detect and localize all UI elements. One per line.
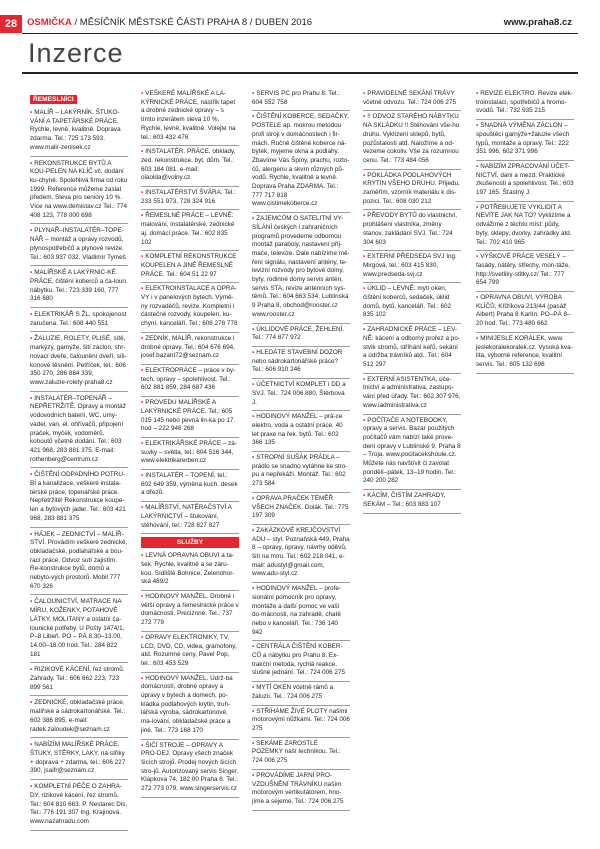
ad-text: POČÍTAČE A NOTEBOOKY, opravy a servis. Bazar použitých počítačů vám nabízí také prove-dení opravy v Lublinské 9, Praha 8 – Troja. www.pocitacekshoule.cz. Můžete nás navštívit či zavolat pondělí–pátek, 13–19 hodin. Tel.: 240 200 282: [363, 416, 461, 485]
ad-text: MALÍŘSTVÍ, NATĚRAČSTVÍ A LAKÝRNICTVÍ – štukování, stěhování, tel.: 728 827 827: [141, 504, 232, 529]
classified-ad: [141, 438, 239, 470]
ad-bullet-icon: ▪: [30, 335, 33, 343]
classified-ad: [141, 365, 239, 397]
classified-ad: [141, 591, 239, 632]
ad-text: !! ODVOZ STARÉHO NÁBYTKU NA SKLÁDKU !! Stěhování vše-ho druhu. Vyklízení sklepů, bytů, pozůstalostí atd. Naložíme a od-vezeme cokoliv. Vše za rozumnou cenu. Tel.: 773 484 056: [363, 113, 460, 164]
classified-ad: [30, 106, 128, 157]
magazine-title: [27, 17, 312, 28]
classified-ad: [252, 88, 350, 111]
classified-ad: [141, 283, 239, 333]
classified-ad: [141, 470, 239, 502]
ad-text: POTŘEBUJETE VYKLIDIT A NEVÍTE JAK NA TO? Vyklizíme a odvážíme z těchto míst: půdy, byty, sklepy, dvorky, zahrádky atd. Tel.: 702 410 965: [476, 203, 572, 246]
ad-bullet-icon: ▪: [476, 294, 479, 302]
classified-ad: [141, 397, 239, 438]
ad-text: MALÍŘ – LAKÝRNÍK. ŠTUKO-VÁNÍ A TAPETÁRSKÉ PRÁCE. Rychle, levně, kvalitně. Doprava zdarma. Tel.: 725 173 593. www.malir-zenisek.cz: [30, 109, 121, 151]
ad-text: PROVEDU MALÍŘSKÉ A LAKÝRNICKÉ PRÁCE. Tel.: 605 015 145 nebo pevná lin-ka po 17. hod – 222 946 268: [141, 399, 236, 433]
ad-bullet-icon: ▪: [363, 171, 366, 179]
classified-ad: [476, 161, 574, 202]
classified-ad: [141, 187, 239, 210]
ad-text: ČALOUNICTVÍ, MATRACE NA MÍRU, KOŽENKY, POTAHOVÉ LÁTKY, MOLITANY a ostatní ča-lounické potřeby. U Pošty 1474/1, P–8 Libeň. PO – PÁ 8.30–13.00, 14.00–18.00 hod. Tel.: 284 822 181: [30, 598, 125, 658]
ad-text: LEVNÁ OPRAVNA OBUVI a ta-šek. Rychle, kvalitně a se záru-kou. Sídliště Bohnice, Zelenohor-ská 489/2: [141, 552, 235, 586]
site-url[interactable]: www.praha8.cz: [503, 17, 572, 28]
ad-bullet-icon: ▪: [476, 162, 479, 170]
ad-bullet-icon: ▪: [141, 366, 144, 374]
ad-bullet-icon: ▪: [141, 285, 144, 293]
ad-bullet-icon: ▪: [30, 783, 33, 791]
ad-bullet-icon: ▪: [141, 253, 144, 261]
ad-text: INSTALATÉR. PRÁCE, obklady, zed. rekonstrukce, byt, dům. Tel.: 603 184 081. e-mail: olaolda@volny.cz: [141, 148, 236, 182]
column-3: [252, 88, 350, 811]
ad-text: HLEDÁTE STAVEBNÍ DOZOR nebo sádrokartonářské práce? Tel.: 606 910 246: [252, 348, 343, 374]
page-header: [0, 0, 600, 34]
column-2: [141, 88, 239, 798]
ad-bullet-icon: ▪: [30, 311, 33, 319]
ad-text: KOMPLETNÍ PÉČE O ZAHRA-DY, rizikové kácení, řez stromů. Tel.: 604 810 663. P. Nestarec Dis, Tel.: 776 191 307 Ing. Krajinová. www.nazahradu.com: [30, 783, 128, 825]
ad-text: ÚČETNICTVÍ KOMPLET i DD a SVJ. Tel.: 724 006 880, Štěrbová J.: [252, 381, 346, 406]
ad-text: ÚKLID – LEVNĚ: mytí oken, čištění koberců, sedaček, úklid domů, bytů, kanceláří. Tel.: 602 835 102: [363, 285, 452, 319]
ad-bullet-icon: ▪: [252, 684, 255, 692]
ad-text: MALÍŘSKÉ A LAKÝRNIC-KÉ PRÁCE, čištění koberců a ča-loun. nábytku. Tel.: 723 339 160, 777 316 680: [30, 269, 128, 303]
ad-bullet-icon: ▪: [252, 113, 255, 121]
classified-ad: [141, 146, 239, 187]
classified-ad: [363, 111, 461, 169]
ad-bullet-icon: ▪: [141, 504, 144, 512]
ad-text: ELEKTROINSTALACE A OPRA-VY i v panelových bytech. Výmě-ny rozvaděčů, revize. Kompletní i částečné rozvody, koupelen, ku-chyní, kanceláří. Tel.: 608 278 778: [141, 285, 238, 328]
classified-ad: [252, 347, 350, 379]
column-4: [363, 88, 461, 514]
ad-bullet-icon: ▪: [363, 326, 366, 334]
header-divider: [22, 33, 578, 34]
classified-ad: [363, 210, 461, 251]
ad-text: EXTERNÍ ASISTENTKA, úče-tnictví a administrativa, zastupo-vání před úřady. Tel.: 602 307 976, www.iadministrativa.cz: [363, 375, 461, 409]
ad-bullet-icon: ▪: [363, 113, 366, 121]
classified-ad: [476, 333, 574, 374]
ad-text: ZAKÁZKOVÉ KREJČOVSTVÍ ADU – styl. Poznaňská 449, Praha 8 – opravy, úpravy, návrhy oděvů, šití na míru. Tel.: 602 218 041, e-mail: adustyl@gmail.com, www.adu-styl.cz: [252, 526, 350, 578]
ad-text: ZAHRADNICKÉ PRÁCE – LEV-NĚ: kácení a odborný prořez a po-stvik stromů, stříhání keřů, sekání a údržba trávníků atd.. Tel.: 604 512 297: [363, 326, 460, 368]
ad-text: KÁCÍM, ČISTÍM ZAHRADY, SEKÁM – Tel.: 603 883 107: [363, 492, 446, 508]
classified-ad: [252, 706, 350, 738]
ad-bullet-icon: ▪: [252, 707, 255, 715]
ad-text: VEŠKERÉ MALÍŘSKÉ A LA-KÝRNICKÉ PRÁCE, nástřik tapet a drobné zednické opravy – s tímto inzerátem sleva 10 %. Rychle, levně, kvalitně. Volejte na tel.: 603 432 476: [141, 90, 236, 141]
page-number: 28: [0, 15, 22, 33]
ad-text: SNADNÁ VÝMĚNA ZÁCLON – spouštěcí garnýže+žaluzie všech typů, montáže a opravy. Tel.: 222 351 996, 602 371 996: [476, 122, 570, 156]
classified-ad: [363, 283, 461, 324]
classified-ad: [363, 374, 461, 415]
classified-ad: [30, 738, 128, 780]
ad-text: INSTALATÉR – TOPENÍ, tel.: 602 649 359, výměna kuch. desek a dřezů.: [141, 472, 238, 497]
ad-text: HODINOVÝ MANŽEL – profe-sionální pomocník pro opravy, montáže a další pomoc ve vaší do-mácnosti, na zahradě, chatě nebo v kanceláři. Tel.: 736 140 942: [252, 585, 341, 636]
classified-ad: [141, 210, 239, 251]
classified-ad: [141, 740, 239, 798]
classified-ad: [141, 632, 239, 673]
ad-text: ČIŠTĚNÍ ODPADNÍHO POTRU-BÍ a kanalizace, veškeré instala-térské práce, topenářské práce. Nepřetržitě! Rekonstrukce koupe-len a bytových jader. Tel.: 603 421 968, 283 881 375: [30, 471, 126, 522]
ad-bullet-icon: ▪: [363, 375, 366, 383]
ad-bullet-icon: ▪: [252, 643, 255, 651]
ad-text: EXTERNÍ PŘEDSEDA SVJ Ing. Mirgová, tel.: 603 415 830, www.predseda-svj.cz: [363, 253, 457, 278]
column-1: [30, 88, 128, 831]
ad-text: ŽALUZIE, ROLETY, PLISÉ, sítě, markýzy, garnýže, šití záclon, shr-novací dveře, čalounění dveří, síli-konové těsnění. Petříček, tel.: 606 350 270, 286 884 339, www.zaluzie-rolety-praha8.cz: [30, 335, 127, 386]
ad-bullet-icon: ▪: [30, 269, 33, 277]
classified-ad: [476, 88, 574, 120]
classified-ad: [141, 673, 239, 740]
magazine-subtitle: / MĚSÍČNÍK MĚSTSKÉ ČÁSTI PRAHA 8 / DUBEN 2016: [74, 17, 313, 28]
classified-ad: [30, 468, 128, 527]
ad-bullet-icon: ▪: [252, 739, 255, 747]
classified-ad: [252, 411, 350, 452]
classified-ad: [252, 452, 350, 493]
classified-ad: [252, 379, 350, 411]
ad-text: OPRAVY ELEKTRONIKY, TV, LCD, DVD, CD, videa, gramofony, atd. Rozumné ceny, Pavel Pop, tel.: 603 453 529: [141, 633, 237, 667]
ad-text: PRAVIDELNÉ SEKÁNÍ TRÁVY včetně odvozu. Tel.: 724 006 275: [363, 90, 456, 106]
ad-bullet-icon: ▪: [252, 413, 255, 421]
ad-bullet-icon: ▪: [141, 439, 144, 447]
classifieds-columns: [30, 88, 575, 843]
classified-ad: [476, 120, 574, 161]
classified-ad: [476, 202, 574, 252]
classified-ad: [30, 266, 128, 308]
classified-ad: [476, 292, 574, 333]
classified-ad: [30, 663, 128, 696]
ad-bullet-icon: ▪: [252, 585, 255, 593]
ad-text: ČIŠTĚNÍ KOBERCE, SEDAČKY, POSTELE ap. mokrou metodou profi stroji v domácnostech i fir-mách. Ručně čištěné koberce ná-bytek, myjeme okna a podlahy. Zbavíme Vás Špíny, prachu, rozto-čů, alergenu a skvrn různých pů-vodů. Rychle, kvalitně a levně. Doprava Praha ZDARMA. Tel.: 777 717 818 www.cistimekoberce.cz: [252, 113, 350, 208]
ad-text: REKONSTRUKCE BYTŮ A KOU-PELEN NA KLÍČ vč. dodání ku-chyně. Spolehlivá firma od roku 1999. Reference můžeme zaslat předem. Sleva pro seniory 10 %. Více na www.demistav.cz Tel.: 774 408 123, 778 000 698: [30, 159, 128, 219]
category-label-sluzby: SLUŽBY: [141, 537, 239, 548]
ad-bullet-icon: ▪: [476, 334, 479, 342]
ad-text: KOMPLETNÍ REKONSTRUKCE KOUPELEN A JINÉ ŘEMESLNÉ PRÁCE. Tel.: 604 51 22 97: [141, 253, 237, 278]
ad-text: ŠIČÍ STROJE – OPRAVY A PRO-DEJ. Opravy všech značek šicích strojů. Prodej nových šicích stro-jů. Autorizovaný servis Singer. Klapkova 74, 182 00 Praha 8. Tel.: 272 773 079, www.singerservis.cz: [141, 741, 239, 793]
title-divider: [22, 72, 578, 74]
classified-ad: [252, 583, 350, 641]
ad-bullet-icon: ▪: [30, 109, 33, 116]
ad-bullet-icon: ▪: [141, 148, 144, 156]
classified-ad: [252, 738, 350, 770]
ad-text: MYTÍ OKEN včetně rámů a žaluzií. Tel.: 724 006 275: [252, 684, 334, 700]
classified-ad: [30, 528, 128, 596]
ad-bullet-icon: ▪: [252, 325, 255, 333]
ad-bullet-icon: ▪: [30, 530, 33, 538]
ad-bullet-icon: ▪: [141, 212, 144, 220]
classified-ad: [141, 251, 239, 283]
ad-bullet-icon: ▪: [476, 90, 479, 97]
ad-bullet-icon: ▪: [30, 598, 33, 606]
classified-ad: [30, 392, 128, 469]
classified-ad: [476, 251, 574, 292]
category-label-remeslnici: ŘEMESLNÍCI: [30, 95, 77, 104]
ad-bullet-icon: ▪: [476, 253, 479, 261]
ad-text: SEKÁME ZAROSTLÉ POZEMKY naší technikou. Tel.: 724 006 275: [252, 739, 341, 765]
classified-ad: [363, 415, 461, 491]
ad-text: INSTALATÉRSTVÍ ŠVÁRA. Tel.: 233 551 973, 728 324 916: [141, 189, 236, 205]
classified-ad: [141, 88, 239, 146]
ad-text: STŘÍHÁME ŽIVÉ PLOTY našimi motorovými nůžkami. Tel.: 724 006 275: [252, 707, 350, 732]
classified-ad: [252, 213, 350, 323]
ad-bullet-icon: ▪: [476, 122, 479, 130]
ad-text: POKLÁDKA PODLAHOVÝCH KRYTIN VŠEHO DRUHU. Přijedu, zaměřím, vzorník materiálu k dis-pozici. Tel.: 608 030 212: [363, 171, 460, 205]
ad-text: MINIJESLE KORÁLEK, www. jeslekoralekoralek.cz. Vysoká kva-lita, výborné reference, kvalitní servis. Tel.: 605 132 696: [476, 334, 573, 368]
classified-ad: [141, 550, 239, 591]
ad-text: OPRAVA PRAČEK TÉMĚŘ VŠECH ZNAČEK. Dolák. Tel.: 775 197 309: [252, 494, 349, 520]
ad-bullet-icon: ▪: [363, 253, 366, 261]
ad-text: HODINOVÝ MANŽEL. Údrž-ba domácností, drobné opravy a úpravy v bytech a domech, po-kládka podlahových krytin, truh-lářská výroba, sádrokartonové, ma-lování, obkladačské práce a jiné. Tel.: 773 168 170: [141, 674, 233, 734]
classified-ad: [30, 696, 128, 738]
classified-ad: [252, 770, 350, 811]
classified-ad: [30, 224, 128, 266]
ad-bullet-icon: ▪: [30, 741, 33, 749]
ad-bullet-icon: ▪: [141, 552, 144, 560]
column-5: [476, 88, 574, 374]
ad-text: PLYNAŘ–INSTALATÉR–TOPE-NÁŘ – montáž a opravy rozvodů, plynospotřebičů a plynové revize. Tel.: 603 937 032. Vladimír Tymeš: [30, 227, 126, 261]
ad-text: HODINOVÝ MANŽEL. Drobné i větší opravy a řemeslnické práce v domácnosti. Preciznně. Tel.: 737 272 779: [141, 593, 239, 627]
ad-text: RIZIKOVÉ KÁCENÍ, řez stromů. Zahrady. Tel.: 606 662 223, 723 899 561: [30, 666, 125, 691]
ad-bullet-icon: ▪: [363, 212, 366, 220]
ad-text: PROVÁDÍME JARNÍ PRO-VZDUŠNĚNÍ TRÁVNÍKU naším motorovým vertikutátorem, hno-jíme a sejeme. Tel.: 724 006 275: [252, 771, 344, 805]
ad-text: HÁJEK – ZEDNICTVÍ – MALÍŘ-STVÍ. Provádím veškeré zednické, obkladačské, podlahářské a bou-rací práce. Odvoz sutí zajistím. Re-konstrukce bytů, domů a nebyto-vých prostorů. Mobil 777 670 326: [30, 530, 128, 590]
ad-bullet-icon: ▪: [30, 394, 33, 402]
classified-ad: [363, 170, 461, 211]
classified-ad: [363, 251, 461, 283]
ad-text: HODINOVÝ MANŽEL – prá-ce elektro, voda a ostatní práce. 40 let praxe na řek. bytů. Tel.: 602 366 135: [252, 413, 343, 447]
ad-bullet-icon: ▪: [141, 399, 144, 407]
ad-bullet-icon: ▪: [363, 416, 366, 424]
ad-text: ŘEMESLNÉ PRÁCE – LEVNĚ: malování, instalatérské, zednické aj. domácí práce. Tel.: 602 835 102: [141, 212, 235, 246]
ad-bullet-icon: ▪: [141, 90, 144, 97]
ad-bullet-icon: ▪: [252, 381, 255, 389]
ad-text: SERVIS PC pro Prahu 8. Tel.: 604 552 758: [252, 90, 340, 106]
section-title: Inzerce: [28, 38, 124, 68]
ad-bullet-icon: ▪: [252, 771, 255, 779]
ad-bullet-icon: ▪: [141, 189, 144, 197]
classified-ad: [252, 682, 350, 705]
ad-bullet-icon: ▪: [30, 227, 33, 235]
ad-text: ZEDNICKÉ, obkladačské práce, malířské a sádrokartonářské. Tel.: 602 386 895, e-mail: radek.zaloudek@seznam.cz: [30, 699, 126, 733]
classified-ad: [252, 493, 350, 525]
ad-bullet-icon: ▪: [141, 593, 144, 601]
ad-bullet-icon: ▪: [30, 666, 33, 674]
classified-ad: [30, 595, 128, 663]
ad-bullet-icon: ▪: [141, 472, 144, 480]
magazine-brand: OSMIČKA: [27, 17, 72, 28]
classified-ad: [252, 111, 350, 213]
ad-text: CENTRÁLA ČIŠTĚNÍ KOBER-CŮ a nábytku pro Prahu 8. Ex-trakční metoda, rychlá reakce, slušné jednání. Tel.: 724 006 275: [252, 643, 345, 677]
ad-text: REVIZE ELEKTRO. Revize elek-troinstalací, spotřebičů a hromo-svodů. Tel.: 732 935 215: [476, 90, 573, 115]
ad-bullet-icon: ▪: [30, 159, 33, 167]
classified-ad: [363, 88, 461, 111]
ad-text: VÝŠKOVÉ PRÁCE VESELÝ – fasády, nátěry, střechy, mon-táže, http://svetliky-stitky.cz/ Tel.: 777 654 799: [476, 253, 571, 287]
ad-bullet-icon: ▪: [252, 348, 255, 356]
classified-ad: [141, 502, 239, 534]
ad-text: ELEKTROPRÁCE – práce v by-tech, opravy – spolehlivost. Tel.: 602 881 859, 284 687 436: [141, 366, 236, 392]
ad-bullet-icon: ▪: [252, 454, 255, 462]
classified-ad: [252, 525, 350, 583]
classified-ad: [30, 157, 128, 225]
classified-ad: [30, 332, 128, 391]
ad-text: ELEKTRIKÁŘ S ŽL, spokojenost zaručena. Tel.: 608 440 551: [30, 311, 127, 327]
ad-text: ZAJEMCŮM O SATELITNÍ VY-SÍLÁNÍ českých i zahraničních programů provedeme odbornou montáž paraboly, nastavení příj-mače, televize. Dále nabízíme mě-ření signálu, nastavení antény, te-levizní rozvody pro bytové domy, byty, rodinné domy servis antén, servis STA, revize anténních sys-témů. Tel.: 604 663 534, Lublinská 9 Praha 8, obchod@rooster.cz www.rooster.cz: [252, 215, 350, 318]
classified-ad: [252, 324, 350, 347]
classified-ad: [141, 333, 239, 365]
ad-text: ÚKLIDOVÉ PRÁCE, ŽEHLENÍ. Tel.: 774 877 972: [252, 325, 345, 342]
ad-bullet-icon: ▪: [141, 334, 144, 342]
ad-bullet-icon: ▪: [30, 699, 33, 707]
ad-bullet-icon: ▪: [363, 90, 366, 97]
classified-ad: [30, 308, 128, 332]
ad-bullet-icon: ▪: [252, 494, 255, 502]
ad-bullet-icon: ▪: [252, 90, 255, 97]
classified-ad: [363, 324, 461, 374]
classified-ad: [30, 780, 128, 831]
ad-bullet-icon: ▪: [363, 492, 366, 500]
ad-bullet-icon: ▪: [252, 215, 255, 223]
classified-ad: [252, 641, 350, 682]
ad-text: ELEKTRIKÁŘSKÉ PRÁCE – zá-suvky – světla, tel.: 604 516 344, www.elektrikarerben.cz: [141, 439, 237, 465]
ad-bullet-icon: ▪: [141, 741, 144, 749]
ad-text: NABÍZÍM MALÍŘSKÉ PRÁCE, ŠTUKY, STĚRKY, LAKY, ná-střiky + doprava + zdarma, tel.: 606 227 390, jsaifr@seznam.cz: [30, 741, 126, 775]
ad-bullet-icon: ▪: [141, 633, 144, 641]
ad-text: INSTALATÉR–TOPENÁŘ – NEPŘETRŽITĚ. Opravy a montáž vodovodních baterií, WC, umy-vadel, van, el. ohřívačů, připojení praček, myček, vodoměrů, kohoutů včetně dodání. Tel.: 603 421 968, 283 881 375. E-mail: rothenberg@centrum.cz: [30, 394, 126, 463]
ad-bullet-icon: ▪: [363, 285, 366, 293]
classified-ad: [363, 490, 461, 513]
ad-bullet-icon: ▪: [252, 526, 255, 534]
ad-text: PŘEVODY BYTŮ do vlastnictví, prohlášení vlastníka, změny stanov, zakládání SVJ. Tel.: 724 304 603: [363, 212, 458, 246]
ad-text: OPRAVNA OBUVI, VÝROBA KLÍČŮ, Křižíkova 213/44 (pasáž Albert) Praha 8 Karlín, PO–PÁ 8–20 hod. Tel.: 773 480 662: [476, 294, 571, 328]
ad-text: STROPNÍ SUŠÁK PRÁDLA – prádlo se snadno vytáhne ke stro-pu a nepřekáží. Montáž. Tel.: 602 273 584: [252, 454, 348, 488]
ad-bullet-icon: ▪: [476, 203, 479, 211]
ad-text: ZEDNÍK, MALÍŘ, rekonstrukce i drobné opravy. Tel.: 604 676 694, josef.bazant72@seznam.cz: [141, 334, 235, 360]
ad-text: NABÍZÍM ZPRACOVÁNÍ ÚČET-NICTVÍ, daní a mezd. Praktické zkušenosti a spolehlivost. Tel.: 603 197 165. Šťastný J.: [476, 162, 574, 197]
ad-bullet-icon: ▪: [30, 471, 33, 479]
ad-bullet-icon: ▪: [141, 674, 144, 682]
